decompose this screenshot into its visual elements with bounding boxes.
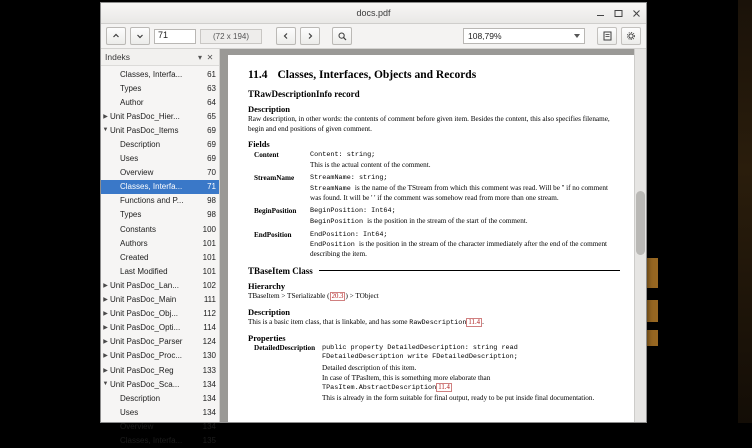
sidebar-item[interactable] bbox=[101, 208, 219, 222]
sidebar-item-page: 102 bbox=[202, 280, 216, 290]
sidebar-item[interactable] bbox=[101, 180, 219, 194]
page-size-label: (72 x 194) bbox=[200, 29, 262, 44]
property-signature-line1: public property DetailedDescription: string read bbox=[322, 343, 518, 352]
field-name: StreamName bbox=[254, 174, 295, 183]
sidebar-item-label: Types bbox=[120, 83, 142, 93]
next-page-button[interactable] bbox=[130, 27, 150, 45]
toolbar bbox=[101, 24, 646, 49]
pdf-page bbox=[228, 55, 636, 422]
sidebar-item-label: Types bbox=[120, 210, 142, 220]
property-item bbox=[248, 344, 620, 404]
field-body bbox=[310, 207, 620, 226]
sidebar-item-page: 71 bbox=[207, 182, 216, 192]
minimize-icon[interactable] bbox=[596, 9, 605, 18]
chevron-down-icon[interactable]: ▼ bbox=[102, 127, 109, 134]
gear-icon[interactable] bbox=[621, 27, 641, 45]
sidebar-item-page: 69 bbox=[207, 154, 216, 164]
zoom-value: 108,79% bbox=[468, 31, 502, 41]
sidebar-item-page: 69 bbox=[207, 125, 216, 135]
sidebar-item[interactable] bbox=[101, 137, 219, 151]
sidebar-item-page: 98 bbox=[207, 196, 216, 206]
property-line2 bbox=[322, 374, 620, 394]
document-pane[interactable] bbox=[220, 49, 646, 422]
search-icon[interactable] bbox=[332, 27, 352, 45]
chevron-down-icon[interactable]: ▾ bbox=[197, 52, 202, 62]
sidebar-item-page: 101 bbox=[202, 252, 216, 262]
sidebar-item[interactable] bbox=[101, 236, 219, 250]
field-text: StreamName is the name of the TStream from which this comment was read. Will be '' if no comment was found. It will be ' ' if the comment was somehow read from more than one stream. bbox=[310, 183, 609, 202]
hierarchy-link[interactable]: 20.3 bbox=[331, 292, 344, 300]
document-scrollbar[interactable] bbox=[634, 49, 646, 422]
field-name: BeginPosition bbox=[254, 207, 297, 216]
sidebar-item-page: 114 bbox=[203, 323, 216, 333]
sidebar-outline-list[interactable] bbox=[101, 66, 219, 448]
sidebar-item[interactable] bbox=[101, 264, 219, 278]
sidebar-item-page: 61 bbox=[207, 69, 216, 79]
desktop-background-strip bbox=[738, 0, 752, 423]
sidebar-item-label: Unit PasDoc_Obj... bbox=[110, 309, 179, 319]
sidebar-item-page: 134 bbox=[202, 393, 216, 403]
sidebar-item-page: 124 bbox=[202, 337, 216, 347]
sidebar-item-label: Classes, Interfa... bbox=[120, 69, 183, 79]
sidebar-item[interactable] bbox=[101, 81, 219, 95]
sidebar-item[interactable] bbox=[101, 152, 219, 166]
window-title: docs.pdf bbox=[356, 8, 391, 18]
sidebar-item-page: 111 bbox=[203, 295, 216, 305]
field-signature: BeginPosition: Int64; bbox=[310, 207, 396, 216]
sidebar-item-page: 98 bbox=[207, 210, 216, 220]
sidebar-item-label: Unit PasDoc_Proc... bbox=[110, 351, 183, 361]
sidebar-item[interactable] bbox=[101, 250, 219, 264]
sidebar-item[interactable] bbox=[101, 433, 219, 447]
sidebar-item-label: Classes, Interfa... bbox=[120, 435, 183, 445]
sidebar-item-label: Uses bbox=[120, 407, 139, 417]
sidebar-item-page: 64 bbox=[207, 97, 216, 107]
chevron-right-icon[interactable]: ▶ bbox=[103, 353, 108, 360]
sidebar-item-page: 130 bbox=[202, 351, 216, 361]
sidebar-item[interactable] bbox=[101, 293, 219, 307]
close-icon[interactable]: ✕ bbox=[206, 52, 214, 62]
sidebar-item[interactable] bbox=[101, 222, 219, 236]
class-description-label: Description bbox=[248, 306, 291, 317]
property-name: DetailedDescription bbox=[254, 343, 316, 352]
sidebar-item-page: 63 bbox=[207, 83, 216, 93]
sidebar-item[interactable] bbox=[101, 335, 219, 349]
sidebar-item-label: Created bbox=[120, 252, 149, 262]
field-text-mono: BeginPosition bbox=[310, 217, 368, 226]
sidebar-item[interactable] bbox=[101, 363, 219, 377]
class-desc-mono: RawDescription bbox=[409, 318, 467, 327]
sidebar-item[interactable] bbox=[101, 391, 219, 405]
sidebar-item-page: 69 bbox=[207, 140, 216, 150]
description-label: Description bbox=[248, 104, 291, 114]
property-line3: This is already in the form suitable for final output, ready to be put inside final documentation. bbox=[322, 393, 595, 402]
field-item bbox=[248, 174, 620, 203]
sidebar-item-label: Unit PasDoc_Lan... bbox=[110, 280, 179, 290]
sidebar-item-label: Overview bbox=[120, 168, 154, 178]
history-back-button[interactable] bbox=[276, 27, 296, 45]
field-text: EndPosition is the position in the stream of the character immediately after the end of the comment describing the item. bbox=[310, 239, 608, 259]
history-forward-button[interactable] bbox=[300, 27, 320, 45]
sidebar-item-label: Uses bbox=[120, 154, 139, 164]
page-view-button[interactable] bbox=[597, 27, 617, 45]
sidebar-item-label: Author bbox=[120, 97, 144, 107]
field-body bbox=[310, 174, 620, 203]
property-line2-link[interactable]: 11.4 bbox=[438, 384, 450, 392]
class-desc-a: This is a basic item class, that is linkable, and has some bbox=[248, 317, 408, 326]
hierarchy-text-a: TBaseItem > TSerializable ( bbox=[248, 291, 330, 300]
desktop-accent-bar-2 bbox=[646, 300, 658, 322]
sidebar-item-page: 100 bbox=[202, 224, 216, 234]
property-line2-mono: TPasItem.AbstractDescription bbox=[322, 384, 437, 393]
page-number-input[interactable]: 71 bbox=[154, 29, 196, 44]
sidebar-item[interactable] bbox=[101, 321, 219, 335]
window-body bbox=[101, 49, 646, 445]
field-item bbox=[248, 151, 620, 170]
sidebar-item[interactable] bbox=[101, 405, 219, 419]
sidebar-item-page: 70 bbox=[207, 168, 216, 178]
sidebar-item[interactable] bbox=[101, 67, 219, 81]
record-title: TRawDescriptionInfo record bbox=[248, 89, 360, 99]
property-signature-line2: FDetailedDescription write FDetailedDescription; bbox=[322, 352, 518, 361]
sidebar-item-label: Unit PasDoc_Parser bbox=[110, 337, 183, 347]
window-titlebar[interactable] bbox=[101, 3, 646, 24]
sidebar-item-label: Authors bbox=[120, 238, 148, 248]
sidebar-item-page: 65 bbox=[207, 111, 216, 121]
heading-number: 11.4 bbox=[248, 69, 268, 81]
zoom-select[interactable] bbox=[463, 28, 585, 44]
sidebar-item-page: 134 bbox=[202, 421, 216, 431]
field-text-mono: StreamName bbox=[310, 184, 355, 193]
property-line2-a: In case of TPasItem, this is something more elaborate than bbox=[322, 373, 491, 382]
sidebar-item[interactable] bbox=[101, 377, 219, 391]
properties-list bbox=[248, 344, 620, 404]
sidebar-item[interactable] bbox=[101, 109, 219, 123]
sidebar-item-page: 112 bbox=[203, 309, 216, 319]
fields-label: Fields bbox=[248, 139, 270, 150]
sidebar-item-page: 101 bbox=[202, 266, 216, 276]
chevron-right-icon[interactable]: ▶ bbox=[103, 113, 108, 120]
chevron-right-icon[interactable]: ▶ bbox=[103, 311, 108, 318]
sidebar-header bbox=[101, 49, 219, 66]
property-body bbox=[322, 344, 620, 404]
chevron-right-icon[interactable]: ▶ bbox=[103, 367, 108, 374]
heading-text: Classes, Interfaces, Objects and Records bbox=[277, 69, 477, 81]
class-desc-link[interactable]: 11.4 bbox=[468, 318, 481, 326]
sidebar-item[interactable] bbox=[101, 278, 219, 292]
sidebar-item-page: 101 bbox=[202, 238, 216, 248]
sidebar-item[interactable] bbox=[101, 123, 219, 137]
field-text-mono: EndPosition bbox=[310, 240, 359, 249]
sidebar-item-label: Unit PasDoc_Main bbox=[110, 295, 177, 305]
sidebar-item-page: 134 bbox=[202, 407, 216, 417]
sidebar bbox=[101, 49, 220, 445]
class-title bbox=[248, 266, 620, 276]
chevron-right-icon[interactable]: ▶ bbox=[103, 297, 108, 304]
sidebar-item-label: Description bbox=[120, 140, 161, 150]
page-heading bbox=[248, 69, 620, 81]
field-name: EndPosition bbox=[254, 230, 292, 239]
field-signature: StreamName: string; bbox=[310, 174, 388, 183]
field-signature: EndPosition: Int64; bbox=[310, 230, 388, 239]
pdf-viewer-window bbox=[100, 2, 647, 445]
sidebar-item-page: 135 bbox=[202, 435, 216, 445]
document-scrollbar-thumb[interactable] bbox=[636, 191, 645, 255]
properties-label: Properties bbox=[248, 332, 286, 343]
window-controls bbox=[596, 3, 641, 23]
chevron-down-icon bbox=[574, 34, 580, 38]
sidebar-item-label: Functions and P... bbox=[120, 196, 184, 206]
desktop-accent-bar-3 bbox=[646, 330, 658, 346]
class-description-text bbox=[248, 318, 620, 328]
sidebar-item-label: Constants bbox=[120, 224, 157, 234]
field-text: This is the actual content of the comment. bbox=[310, 160, 431, 169]
sidebar-item-label: Unit PasDoc_Sca... bbox=[110, 379, 180, 389]
sidebar-item-label: Last Modified bbox=[120, 266, 168, 276]
field-text: BeginPosition is the position in the stream of the start of the comment. bbox=[310, 216, 528, 226]
sidebar-item[interactable] bbox=[101, 95, 219, 109]
fields-list bbox=[248, 151, 620, 259]
class-title-text: TBaseItem Class bbox=[248, 265, 313, 276]
sidebar-item-label: Unit PasDoc_Items bbox=[110, 125, 179, 135]
hierarchy-text-b: ) > TObject bbox=[345, 291, 379, 300]
class-desc-b: . bbox=[482, 317, 484, 326]
chevron-down-icon[interactable]: ▼ bbox=[102, 381, 109, 388]
sidebar-item[interactable] bbox=[101, 419, 219, 433]
field-item bbox=[248, 207, 620, 226]
sidebar-item-label: Unit PasDoc_Opti... bbox=[110, 323, 181, 333]
field-item bbox=[248, 231, 620, 260]
sidebar-item-label: Description bbox=[120, 393, 161, 403]
sidebar-item-page: 134 bbox=[202, 379, 216, 389]
sidebar-item[interactable] bbox=[101, 166, 219, 180]
sidebar-item-label: Unit PasDoc_Hier... bbox=[110, 111, 180, 121]
sidebar-item[interactable] bbox=[101, 307, 219, 321]
chevron-right-icon[interactable]: ▶ bbox=[103, 339, 108, 346]
hierarchy-text bbox=[248, 292, 620, 302]
property-line1: Detailed description of this item. bbox=[322, 364, 417, 373]
field-body bbox=[310, 231, 620, 260]
hierarchy-label: Hierarchy bbox=[248, 280, 286, 291]
sidebar-item[interactable] bbox=[101, 194, 219, 208]
sidebar-item-label: Unit PasDoc_Reg bbox=[110, 365, 174, 375]
field-signature: Content: string; bbox=[310, 151, 376, 160]
close-icon[interactable] bbox=[632, 9, 641, 18]
previous-page-button[interactable] bbox=[106, 27, 126, 45]
sidebar-item-page: 133 bbox=[202, 365, 216, 375]
sidebar-title: Indeks bbox=[105, 52, 131, 62]
chevron-right-icon[interactable]: ▶ bbox=[103, 282, 108, 289]
chevron-right-icon[interactable]: ▶ bbox=[103, 325, 108, 332]
sidebar-item[interactable] bbox=[101, 349, 219, 363]
field-name: Content bbox=[254, 151, 279, 160]
sidebar-item-label: Classes, Interfa... bbox=[120, 182, 183, 192]
desktop-accent-bar-1 bbox=[646, 258, 658, 288]
description-text: Raw description, in other words: the contents of comment before given item. Besides the content, this also specifies filename, begin and end positions of given comment. bbox=[248, 115, 610, 133]
field-body bbox=[310, 151, 620, 170]
sidebar-item-label: Overview bbox=[120, 421, 154, 431]
maximize-icon[interactable] bbox=[614, 9, 623, 18]
